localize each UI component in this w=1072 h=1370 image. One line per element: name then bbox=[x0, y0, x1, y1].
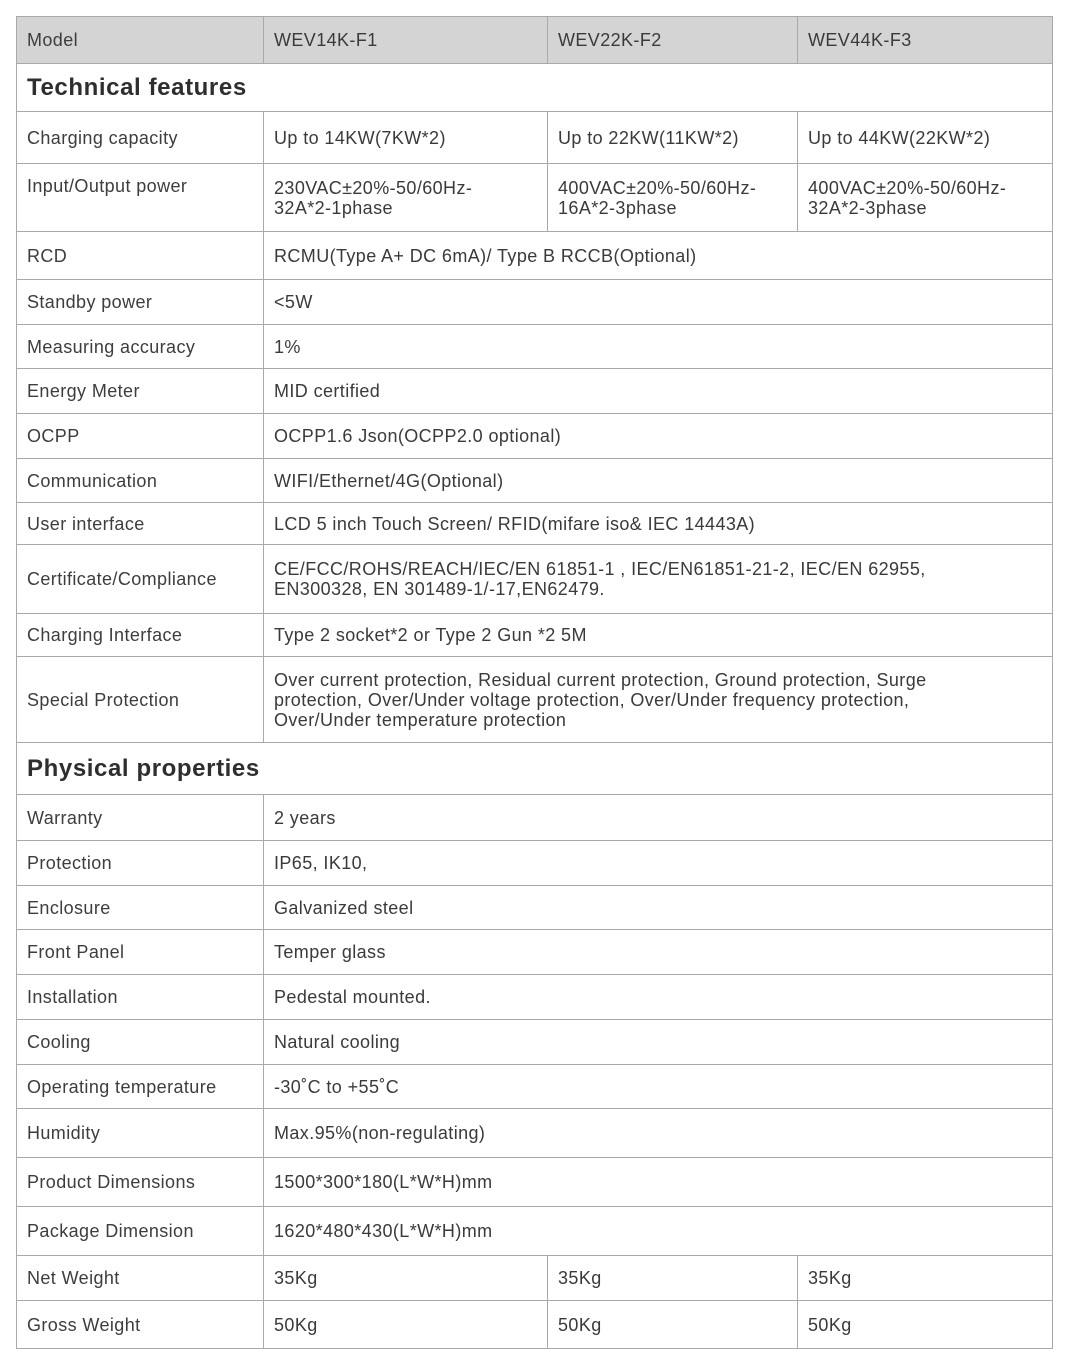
spec-value: 35Kg bbox=[264, 1256, 548, 1301]
spec-value: Natural cooling bbox=[264, 1020, 1053, 1065]
spec-label: Communication bbox=[17, 459, 264, 503]
spec-label: Installation bbox=[17, 975, 264, 1020]
spec-label: Package Dimension bbox=[17, 1207, 264, 1256]
spec-row-certificate bbox=[17, 545, 1053, 614]
spec-row-communication bbox=[17, 459, 1053, 503]
spec-row-charging-capacity bbox=[17, 112, 1053, 164]
spec-row-user-interface bbox=[17, 503, 1053, 545]
spec-value: 1620*480*430(L*W*H)mm bbox=[264, 1207, 1053, 1256]
spec-row-rcd bbox=[17, 232, 1053, 280]
spec-label: Standby power bbox=[17, 280, 264, 325]
section-header-physical bbox=[17, 743, 1053, 795]
spec-label: Enclosure bbox=[17, 886, 264, 930]
spec-label: Certificate/Compliance bbox=[17, 545, 264, 614]
spec-label: Warranty bbox=[17, 795, 264, 841]
spec-row-product-dimensions bbox=[17, 1158, 1053, 1207]
spec-value: CE/FCC/ROHS/REACH/IEC/EN 61851-1 , IEC/EN61851-21-2, IEC/EN 62955, EN300328, EN 301489-1/-17,EN62479. bbox=[264, 545, 1053, 614]
spec-row-energy-meter bbox=[17, 369, 1053, 414]
spec-value: Up to 44KW(22KW*2) bbox=[798, 112, 1053, 164]
spec-row-ocpp bbox=[17, 414, 1053, 459]
spec-row-measuring-accuracy bbox=[17, 325, 1053, 369]
spec-value: -30˚C to +55˚C bbox=[264, 1065, 1053, 1109]
spec-value: 50Kg bbox=[548, 1301, 798, 1349]
spec-value: Up to 14KW(7KW*2) bbox=[264, 112, 548, 164]
spec-row-protection bbox=[17, 841, 1053, 886]
spec-row-special-protection bbox=[17, 657, 1053, 743]
spec-value: 35Kg bbox=[548, 1256, 798, 1301]
spec-label: RCD bbox=[17, 232, 264, 280]
spec-label: Humidity bbox=[17, 1109, 264, 1158]
spec-value: IP65, IK10, bbox=[264, 841, 1053, 886]
spec-table bbox=[16, 16, 1053, 1349]
model-name: WEV14K-F1 bbox=[264, 17, 548, 64]
spec-label: Operating temperature bbox=[17, 1065, 264, 1109]
spec-label: Measuring accuracy bbox=[17, 325, 264, 369]
section-title-technical: Technical features bbox=[17, 64, 1053, 112]
spec-value: Pedestal mounted. bbox=[264, 975, 1053, 1020]
spec-label: User interface bbox=[17, 503, 264, 545]
spec-value: 230VAC±20%-50/60Hz- 32A*2-1phase bbox=[264, 164, 548, 232]
spec-row-enclosure bbox=[17, 886, 1053, 930]
spec-row-warranty bbox=[17, 795, 1053, 841]
spec-row-package-dimension bbox=[17, 1207, 1053, 1256]
spec-value: 400VAC±20%-50/60Hz- 16A*2-3phase bbox=[548, 164, 798, 232]
spec-value: 400VAC±20%-50/60Hz- 32A*2-3phase bbox=[798, 164, 1053, 232]
spec-value: OCPP1.6 Json(OCPP2.0 optional) bbox=[264, 414, 1053, 459]
spec-label: Charging Interface bbox=[17, 614, 264, 657]
spec-label: Protection bbox=[17, 841, 264, 886]
spec-value: Type 2 socket*2 or Type 2 Gun *2 5M bbox=[264, 614, 1053, 657]
spec-value: MID certified bbox=[264, 369, 1053, 414]
spec-row-installation bbox=[17, 975, 1053, 1020]
model-header-row bbox=[17, 17, 1053, 64]
model-header-label: Model bbox=[17, 17, 264, 64]
spec-value: Max.95%(non-regulating) bbox=[264, 1109, 1053, 1158]
spec-label: Energy Meter bbox=[17, 369, 264, 414]
spec-value: Up to 22KW(11KW*2) bbox=[548, 112, 798, 164]
spec-row-io-power bbox=[17, 164, 1053, 232]
spec-value: 1% bbox=[264, 325, 1053, 369]
spec-label: Gross Weight bbox=[17, 1301, 264, 1349]
model-name: WEV22K-F2 bbox=[548, 17, 798, 64]
spec-value: Over current protection, Residual current protection, Ground protection, Surge protection, Over/Under voltage protection, Over/Under frequency protection, Over/Under temperature protection bbox=[264, 657, 1053, 743]
spec-row-gross-weight bbox=[17, 1301, 1053, 1349]
spec-value: Temper glass bbox=[264, 930, 1053, 975]
spec-label: Net Weight bbox=[17, 1256, 264, 1301]
spec-value: WIFI/Ethernet/4G(Optional) bbox=[264, 459, 1053, 503]
spec-value: LCD 5 inch Touch Screen/ RFID(mifare iso& IEC 14443A) bbox=[264, 503, 1053, 545]
spec-value: 1500*300*180(L*W*H)mm bbox=[264, 1158, 1053, 1207]
spec-row-charging-interface bbox=[17, 614, 1053, 657]
spec-value: RCMU(Type A+ DC 6mA)/ Type B RCCB(Optional) bbox=[264, 232, 1053, 280]
spec-label: Charging capacity bbox=[17, 112, 264, 164]
spec-row-net-weight bbox=[17, 1256, 1053, 1301]
spec-label: Input/Output power bbox=[17, 164, 264, 232]
spec-value: 50Kg bbox=[798, 1301, 1053, 1349]
spec-label: Product Dimensions bbox=[17, 1158, 264, 1207]
spec-row-operating-temperature bbox=[17, 1065, 1053, 1109]
spec-label: Front Panel bbox=[17, 930, 264, 975]
spec-row-front-panel bbox=[17, 930, 1053, 975]
spec-label: Cooling bbox=[17, 1020, 264, 1065]
spec-value: <5W bbox=[264, 280, 1053, 325]
spec-value: Galvanized steel bbox=[264, 886, 1053, 930]
model-name: WEV44K-F3 bbox=[798, 17, 1053, 64]
spec-value: 2 years bbox=[264, 795, 1053, 841]
spec-label: OCPP bbox=[17, 414, 264, 459]
spec-value: 50Kg bbox=[264, 1301, 548, 1349]
section-title-physical: Physical properties bbox=[17, 743, 1053, 795]
spec-label: Special Protection bbox=[17, 657, 264, 743]
spec-row-standby-power bbox=[17, 280, 1053, 325]
section-header-technical bbox=[17, 64, 1053, 112]
spec-row-humidity bbox=[17, 1109, 1053, 1158]
spec-row-cooling bbox=[17, 1020, 1053, 1065]
spec-value: 35Kg bbox=[798, 1256, 1053, 1301]
